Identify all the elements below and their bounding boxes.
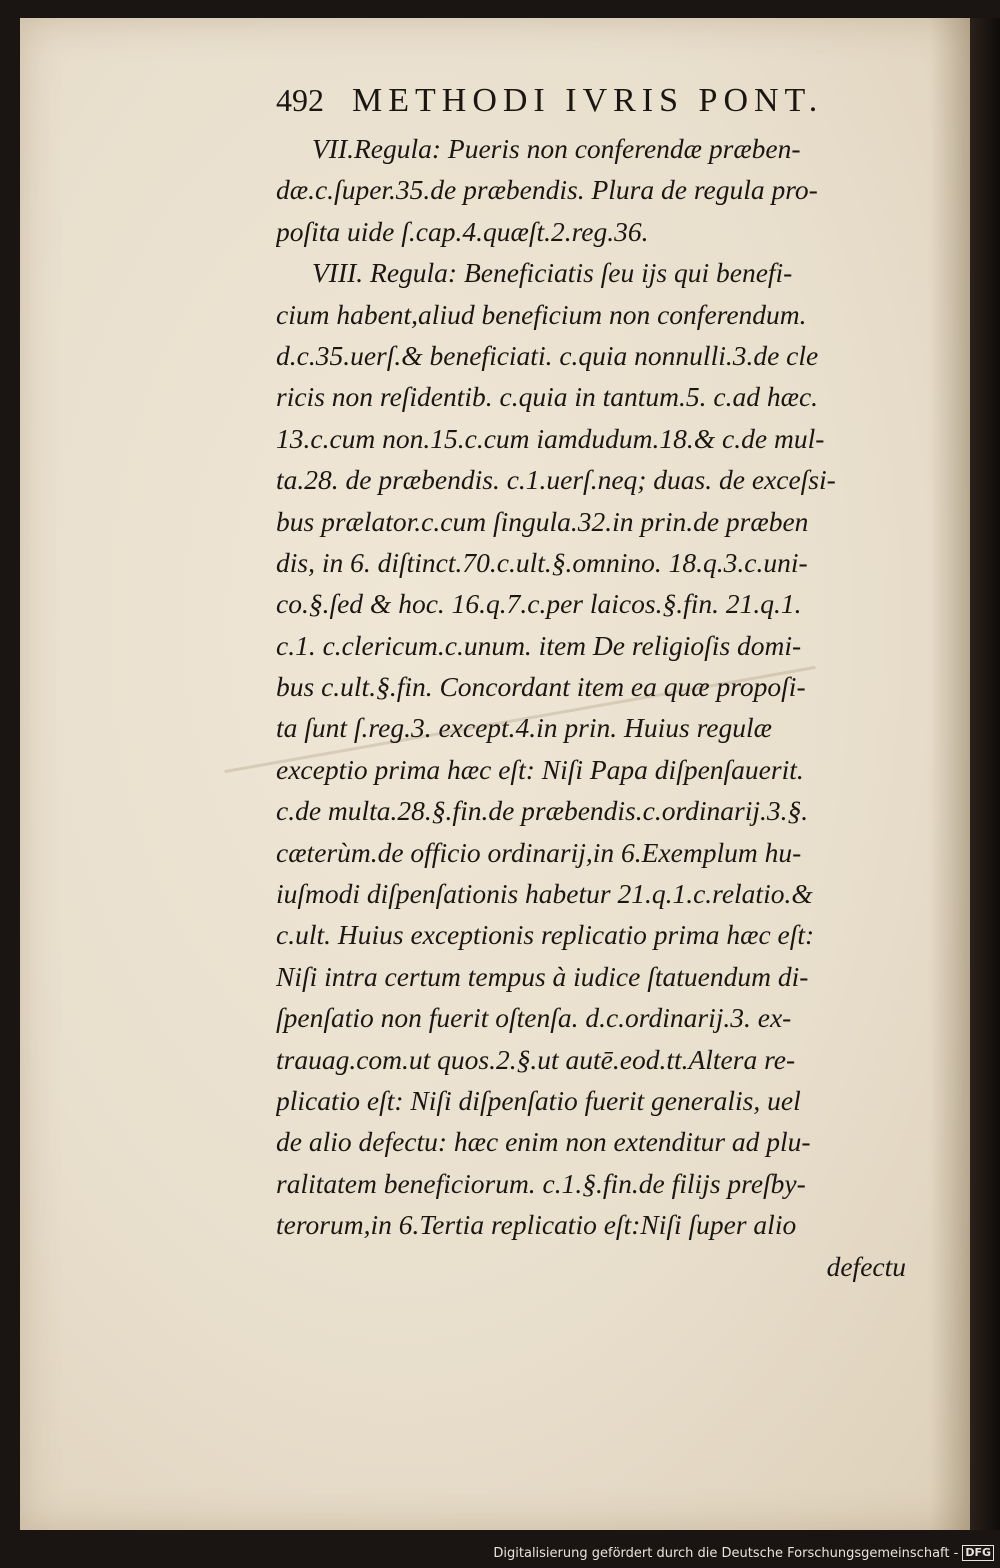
page-header bbox=[276, 82, 876, 132]
text-line: d.c.35.uerſ.& beneficiati. c.quia nonnulli.3.de cle bbox=[276, 339, 819, 371]
text-line: c.1. c.clericum.c.unum. item De religioſis domi- bbox=[276, 629, 802, 661]
text-line: bus prælator.c.cum ſingula.32.in prin.de præben bbox=[276, 505, 809, 537]
text-line: dæ.c.ſuper.35.de præbendis. Plura de regula pro- bbox=[276, 174, 818, 206]
dfg-logo-icon: DFG bbox=[962, 1545, 994, 1561]
text-line: poſita uide ſ.cap.4.quæſt.2.reg.36. bbox=[276, 215, 649, 247]
text-line: 13.c.cum non.15.c.cum iamdudum.18.& c.de mul- bbox=[276, 422, 825, 454]
text-line: terorum,in 6.Tertia replicatio eſt:Niſi ſuper alio bbox=[276, 1209, 797, 1241]
text-line: iuſmodi diſpenſationis habetur 21.q.1.c.relatio.& bbox=[276, 878, 813, 910]
footer-credit: Digitalisierung gefördert durch die Deutsche Forschungsgemeinschaft - bbox=[493, 1545, 959, 1561]
text-line: Niſi intra certum tempus à iudice ſtatuendum di- bbox=[276, 960, 809, 992]
text-line: c.de multa.28.§.fin.de præbendis.c.ordinarij.3.§. bbox=[276, 795, 809, 827]
running-title: METHODI IVRIS PONT. bbox=[352, 82, 824, 119]
text-line: ralitatem beneficiorum. c.1.§.fin.de filijs preſby- bbox=[276, 1167, 806, 1199]
text-line: exceptio prima hæc eſt: Niſi Papa diſpenſauerit. bbox=[276, 753, 804, 785]
text-line: plicatio eſt: Niſi diſpenſatio fuerit generalis, uel bbox=[276, 1084, 801, 1116]
text-line: VII.Regula: Pueris non conferendæ præben- bbox=[312, 133, 801, 164]
text-line: c.ult. Huius exceptionis replicatio prima hæc eſt: bbox=[276, 919, 815, 951]
text-line: bus c.ult.§.fin. Concordant item ea quæ propoſi- bbox=[276, 671, 806, 703]
text-line: cium habent,aliud beneficium non conferendum. bbox=[276, 298, 807, 330]
text-line: dis, in 6. diſtinct.70.c.ult.§.omnino. 18.q.3.c.uni- bbox=[276, 546, 808, 578]
text-line: co.§.ſed & hoc. 16.q.7.c.per laicos.§.fin. 21.q.1. bbox=[276, 588, 802, 620]
catchword: defectu bbox=[826, 1250, 906, 1282]
text-line: ta.28. de præbendis. c.1.uerſ.neq; duas. de exceſsi- bbox=[276, 464, 836, 496]
text-line: de alio defectu: hæc enim non extenditur ad plu- bbox=[276, 1126, 811, 1158]
page-number: 492 bbox=[276, 82, 324, 118]
text-line: ſpenſatio non fuerit oſtenſa. d.c.ordinarij.3. ex- bbox=[276, 1002, 792, 1034]
text-line: cæterùm.de officio ordinarij,in 6.Exemplum hu- bbox=[276, 836, 802, 868]
page-edge bbox=[970, 18, 1000, 1530]
text-line: trauag.com.ut quos.2.§.ut autē.eod.tt.Altera re- bbox=[276, 1043, 796, 1075]
body-text bbox=[276, 128, 906, 1287]
text-line: ricis non reſidentib. c.quia in tantum.5. c.ad hæc. bbox=[276, 381, 819, 413]
text-line: ta ſunt ſ.reg.3. except.4.in prin. Huius regulæ bbox=[276, 712, 772, 744]
text-line: VIII. Regula: Beneficiatis ſeu ijs qui benefi- bbox=[312, 257, 793, 289]
digitization-footer bbox=[0, 1538, 1000, 1568]
